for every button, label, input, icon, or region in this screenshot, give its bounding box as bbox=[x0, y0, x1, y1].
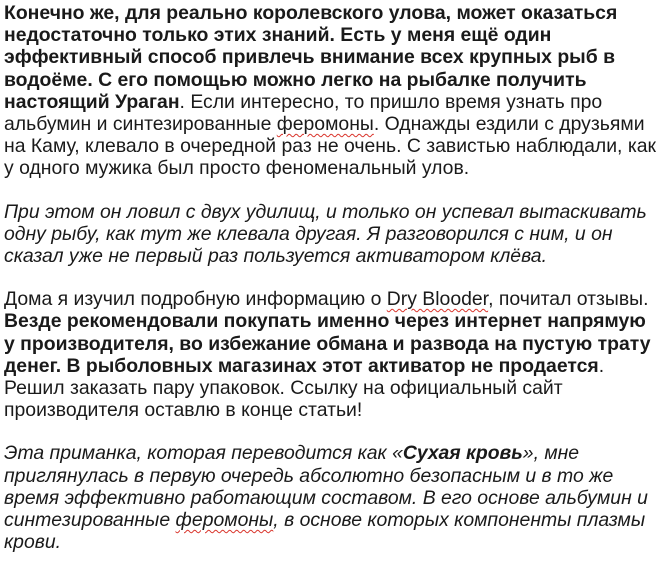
italic-text: При этом он ловил с двух удилищ, и только он успевал вытаскивать одну рыбу, как тут же клевала другая. Я разговорился с ним, и он сказал уже не первый раз пользуется активатором клёва. bbox=[4, 200, 647, 268]
text-run: Дома я изучил подробную информацию о bbox=[4, 288, 387, 311]
spellcheck-word[interactable]: феромоны bbox=[276, 113, 374, 136]
bold-text: Везде рекомендовали покупать именно через интернет напрямую у производителя, во избежание обмана и развода на пустую трату денег. В рыболовных магазинах этот активатор не продается bbox=[4, 310, 651, 377]
paragraph-3 bbox=[4, 288, 660, 421]
text-run: . Решил заказать пару упаковок. Ссылку на официальный сайт производителя оставлю в конце статьи! bbox=[4, 354, 605, 422]
italic-text: , в основе которых компоненты плазмы крови. bbox=[4, 509, 646, 554]
bold-text: Конечно же, для реально королевского улова, может оказаться недостаточно только этих знаний. Есть у меня ещё один эффективный способ привлечь внимание всех крупных рыб в водоёме. С его помощью можно легко на рыбалке получить настоящий Ураган bbox=[4, 2, 618, 113]
text-run: . Однажды ездили с друзьями на Каму, клевало в очередной раз не очень. С завистью наблюдали, как у одного мужика был просто феноменальный улов. bbox=[4, 113, 657, 180]
bold-italic-text: Сухая кровь bbox=[402, 442, 523, 465]
paragraph-2 bbox=[4, 201, 660, 268]
text-run: , почитал отзывы. bbox=[488, 288, 649, 311]
italic-text: Эта приманка, которая переводится как « bbox=[4, 442, 403, 465]
italic-text: », мне приглянулась в первую очередь абсолютно безопасным и в то же время эффективно работающим составом. В его основе альбумин и синтезированные bbox=[4, 442, 648, 532]
document-body bbox=[4, 2, 660, 574]
spellcheck-word[interactable]: феромоны bbox=[175, 509, 274, 532]
paragraph-4 bbox=[4, 442, 660, 553]
text-run: . Если интересно, то пришло время узнать про альбумин и синтезированные bbox=[4, 90, 603, 136]
spellcheck-word[interactable]: Dry Blooder bbox=[386, 288, 489, 311]
paragraph-1 bbox=[4, 2, 660, 180]
